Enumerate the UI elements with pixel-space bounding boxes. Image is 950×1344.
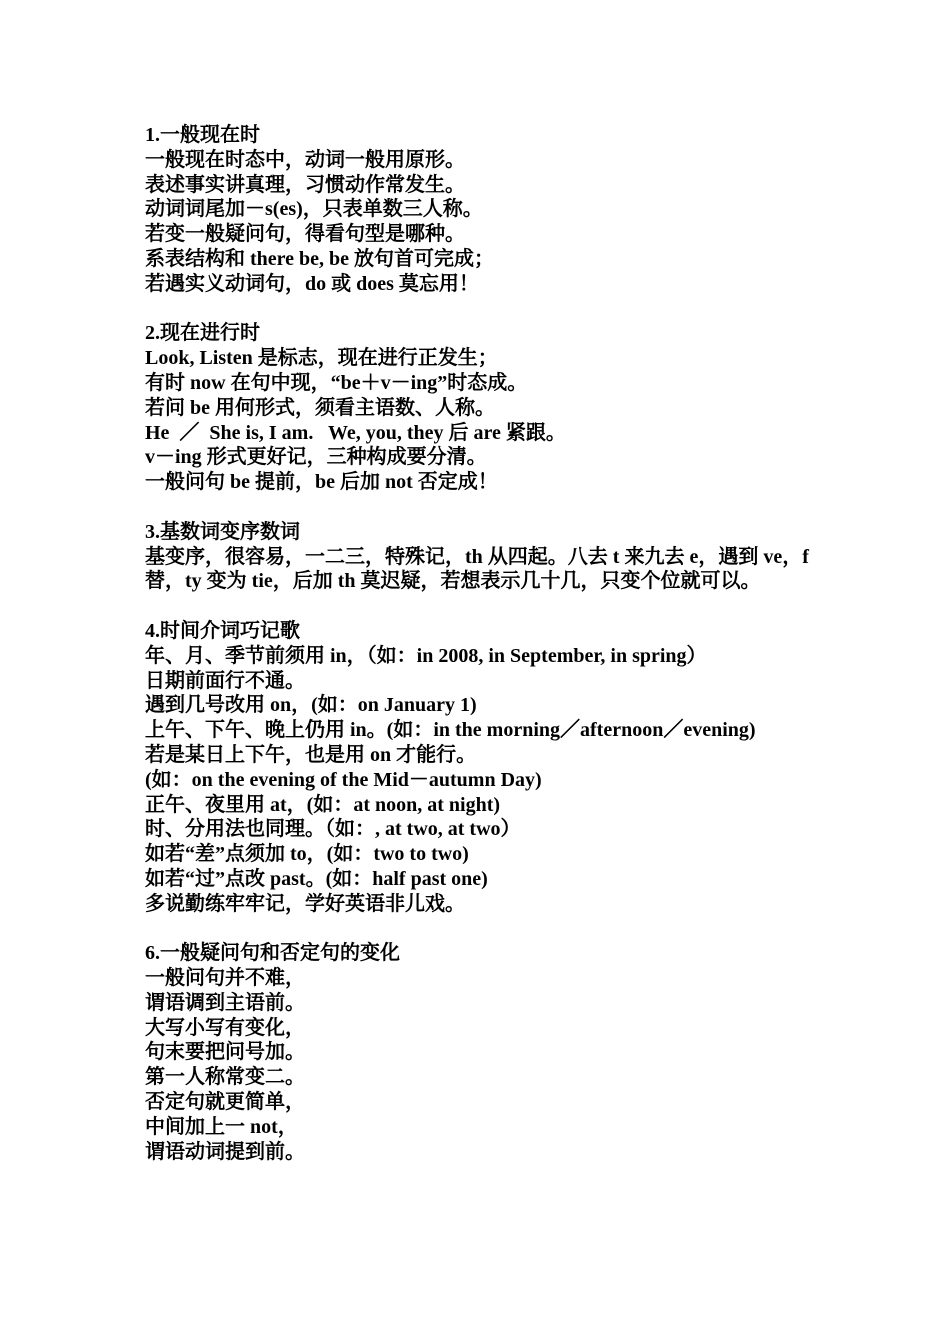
- section-questions-negatives: [145, 941, 825, 1164]
- text-line: 一般问句并不难，: [145, 967, 305, 990]
- text-line: 有时 now 在句中现，“be＋v－ing”时态成。: [145, 371, 528, 394]
- section-heading: 1.一般现在时: [145, 124, 260, 146]
- text-line: 表述事实讲真理，习惯动作常发生。: [145, 173, 465, 196]
- text-line: 如若“过”点改 past。(如：half past one): [145, 867, 488, 890]
- text-line: 否定句就更简单，: [145, 1091, 305, 1114]
- section-present-continuous: [145, 321, 825, 495]
- text-line: 句末要把问号加。: [145, 1041, 305, 1064]
- text-line: 日期前面行不通。: [145, 669, 305, 692]
- section-ordinal-numbers: [145, 520, 825, 594]
- section-heading: 4.时间介词巧记歌: [145, 619, 300, 642]
- text-line: v－ing 形式更好记，三种构成要分清。: [145, 446, 487, 469]
- text-paragraph: 基变序，很容易，一二三，特殊记，th 从四起。八去 t 来九去 e，遇到 ve，f 替，ty 变为 tie，后加 th 莫迟疑，若想表示几十几，只变个位就可以。: [145, 545, 814, 593]
- section-heading: 6.一般疑问句和否定句的变化: [145, 942, 400, 965]
- text-line: He ／ She is, I am. We, you, they 后 are 紧跟。: [145, 421, 566, 444]
- text-line: 一般问句 be 提前，be 后加 not 否定成！: [145, 471, 498, 494]
- section-heading: 3.基数词变序数词: [145, 520, 300, 543]
- text-line: (如：on the evening of the Mid－autumn Day): [145, 768, 542, 791]
- section-heading: 2.现在进行时: [145, 322, 260, 345]
- section-time-prepositions: [145, 619, 825, 917]
- text-line: 如若“差”点须加 to，(如：two to two): [145, 843, 469, 866]
- text-line: 上午、下午、晚上仍用 in。(如：in the morning／afternoon／evening): [145, 719, 756, 742]
- text-line: 谓语动词提到前。: [145, 1140, 305, 1163]
- text-line: Look, Listen 是标志，现在进行正发生；: [145, 347, 498, 370]
- text-line: 谓语调到主语前。: [145, 991, 305, 1014]
- text-line: 若遇实义动词句，do 或 does 莫忘用！: [145, 272, 479, 295]
- section-present-simple: [145, 123, 825, 297]
- text-line: 遇到几号改用 on，(如：on January 1): [145, 694, 477, 717]
- text-line: 多说勤练牢牢记，学好英语非儿戏。: [145, 892, 465, 915]
- text-line: 若是某日上下午，也是用 on 才能行。: [145, 743, 477, 766]
- text-line: 第一人称常变二。: [145, 1066, 305, 1089]
- text-line: 动词词尾加－s(es)，只表单数三人称。: [145, 198, 483, 221]
- text-line: 年、月、季节前须用 in，（如：in 2008, in September, in spring）: [145, 644, 707, 667]
- text-line: 正午、夜里用 at，(如：at noon, at night): [145, 793, 501, 816]
- text-line: 大写小写有变化，: [145, 1016, 305, 1039]
- text-line: 时、分用法也同理。（如：, at two, at two）: [145, 818, 521, 841]
- text-line: 中间加上一 not，: [145, 1115, 298, 1138]
- text-line: 若问 be 用何形式，须看主语数、人称。: [145, 396, 495, 419]
- text-line: 一般现在时态中，动词一般用原形。: [145, 148, 465, 171]
- document-page: [145, 123, 825, 1189]
- text-line: 若变一般疑问句，得看句型是哪种。: [145, 223, 465, 246]
- text-line: 系表结构和 there be, be 放句首可完成；: [145, 247, 495, 270]
